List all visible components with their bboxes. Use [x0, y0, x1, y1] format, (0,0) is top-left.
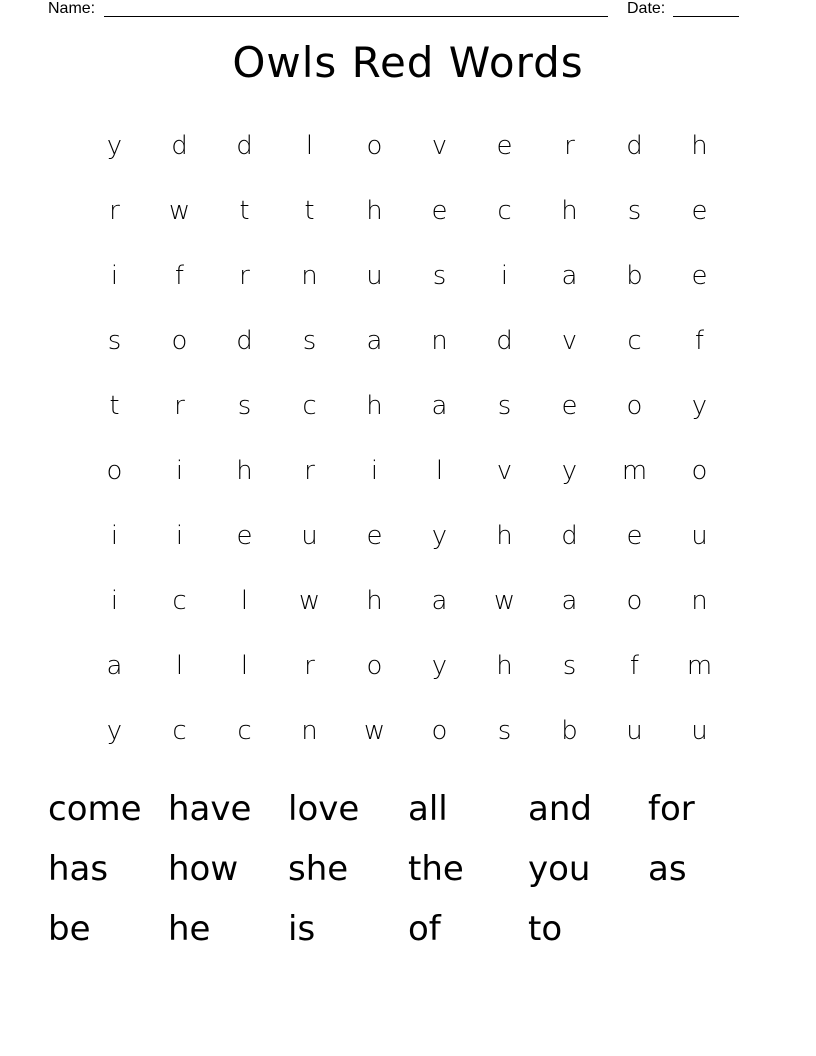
word-bank-item: of	[408, 909, 441, 949]
grid-letter-cell[interactable]: l	[175, 650, 184, 681]
grid-letter-cell[interactable]: a	[431, 390, 448, 421]
grid-letter-cell[interactable]: h	[366, 195, 383, 226]
grid-letter-cell[interactable]: d	[626, 130, 643, 161]
grid-letter-cell[interactable]: h	[496, 650, 513, 681]
grid-letter-cell[interactable]: d	[236, 325, 253, 356]
word-bank-item: all	[408, 789, 448, 829]
grid-letter-cell[interactable]: a	[561, 585, 578, 616]
grid-letter-cell[interactable]: f	[629, 650, 640, 681]
grid-letter-cell[interactable]: o	[626, 390, 643, 421]
grid-letter-cell[interactable]: c	[172, 585, 187, 616]
word-bank-item: you	[528, 849, 591, 889]
name-label: Name:	[48, 0, 96, 17]
grid-letter-cell[interactable]: l	[240, 650, 249, 681]
grid-letter-cell[interactable]: l	[435, 455, 444, 486]
grid-letter-cell[interactable]: i	[500, 260, 509, 291]
grid-letter-cell[interactable]: f	[694, 325, 705, 356]
grid-letter-cell[interactable]: o	[366, 130, 383, 161]
grid-letter-cell[interactable]: l	[305, 130, 314, 161]
grid-letter-cell[interactable]: d	[561, 520, 578, 551]
grid-letter-cell[interactable]: y	[561, 455, 578, 486]
grid-letter-cell[interactable]: u	[691, 520, 708, 551]
grid-letter-cell[interactable]: s	[302, 325, 317, 356]
grid-letter-cell[interactable]: d	[171, 130, 188, 161]
grid-letter-cell[interactable]: c	[627, 325, 642, 356]
grid-letter-cell[interactable]: l	[240, 585, 249, 616]
grid-letter-cell[interactable]: u	[301, 520, 318, 551]
grid-letter-cell[interactable]: i	[110, 260, 119, 291]
grid-letter-cell[interactable]: r	[564, 130, 575, 161]
grid-letter-cell[interactable]: e	[626, 520, 643, 551]
grid-letter-cell[interactable]: a	[106, 650, 123, 681]
grid-letter-cell[interactable]: f	[174, 260, 185, 291]
grid-letter-cell[interactable]: s	[432, 260, 447, 291]
grid-letter-cell[interactable]: d	[236, 130, 253, 161]
grid-letter-cell[interactable]: e	[691, 260, 708, 291]
grid-letter-cell[interactable]: y	[106, 130, 123, 161]
grid-letter-cell[interactable]: e	[236, 520, 253, 551]
word-bank-item: the	[408, 849, 464, 889]
grid-letter-cell[interactable]: c	[172, 715, 187, 746]
grid-letter-cell[interactable]: r	[174, 390, 185, 421]
grid-letter-cell[interactable]: d	[496, 325, 513, 356]
grid-letter-cell[interactable]: u	[626, 715, 643, 746]
grid-letter-cell[interactable]: t	[109, 390, 120, 421]
grid-letter-cell[interactable]: y	[106, 715, 123, 746]
grid-letter-cell[interactable]: i	[110, 520, 119, 551]
name-field-line[interactable]	[104, 16, 608, 17]
grid-letter-cell[interactable]: c	[302, 390, 317, 421]
grid-letter-cell[interactable]: h	[236, 455, 253, 486]
grid-letter-cell[interactable]: s	[107, 325, 122, 356]
grid-letter-cell[interactable]: i	[175, 455, 184, 486]
worksheet-header	[0, 0, 816, 20]
grid-letter-cell[interactable]: e	[496, 130, 513, 161]
grid-letter-cell[interactable]: n	[301, 260, 318, 291]
date-label: Date:	[627, 0, 666, 17]
grid-letter-cell[interactable]: y	[431, 650, 448, 681]
grid-letter-cell[interactable]: w	[168, 195, 191, 226]
grid-letter-cell[interactable]: u	[691, 715, 708, 746]
grid-letter-cell[interactable]: s	[562, 650, 577, 681]
word-bank-item: as	[648, 849, 687, 889]
grid-letter-cell[interactable]: a	[561, 260, 578, 291]
page-title: Owls Red Words	[232, 38, 584, 87]
grid-letter-cell[interactable]: b	[561, 715, 578, 746]
grid-letter-cell[interactable]: o	[106, 455, 123, 486]
word-bank-item: to	[528, 909, 563, 949]
grid-letter-cell[interactable]: o	[431, 715, 448, 746]
grid-letter-cell[interactable]: y	[431, 520, 448, 551]
grid-letter-cell[interactable]: e	[366, 520, 383, 551]
grid-letter-cell[interactable]: i	[370, 455, 379, 486]
grid-letter-cell[interactable]: n	[691, 585, 708, 616]
grid-letter-cell[interactable]: m	[686, 650, 713, 681]
grid-letter-cell[interactable]: r	[304, 455, 315, 486]
grid-letter-cell[interactable]: v	[561, 325, 578, 356]
word-bank-item: come	[48, 789, 142, 829]
grid-letter-cell[interactable]: h	[496, 520, 513, 551]
date-field-line[interactable]	[673, 16, 739, 17]
grid-letter-cell[interactable]: n	[301, 715, 318, 746]
word-bank-item: for	[648, 789, 695, 829]
grid-letter-cell[interactable]: e	[691, 195, 708, 226]
grid-letter-cell[interactable]: a	[431, 585, 448, 616]
word-search-grid	[82, 113, 732, 763]
grid-letter-cell[interactable]: s	[627, 195, 642, 226]
grid-letter-cell[interactable]: h	[366, 390, 383, 421]
grid-letter-cell[interactable]: r	[304, 650, 315, 681]
grid-letter-cell[interactable]: i	[175, 520, 184, 551]
word-bank-item: love	[288, 789, 360, 829]
grid-letter-cell[interactable]: o	[691, 455, 708, 486]
grid-letter-cell[interactable]: w	[493, 585, 516, 616]
word-bank-item: he	[168, 909, 211, 949]
grid-letter-cell[interactable]: r	[239, 260, 250, 291]
word-bank-item: is	[288, 909, 316, 949]
grid-letter-cell[interactable]: h	[366, 585, 383, 616]
word-bank-item: she	[288, 849, 349, 889]
grid-letter-cell[interactable]: s	[497, 715, 512, 746]
grid-letter-cell[interactable]: c	[237, 715, 252, 746]
grid-letter-cell[interactable]: u	[366, 260, 383, 291]
grid-letter-cell[interactable]: t	[304, 195, 315, 226]
grid-letter-cell[interactable]: b	[626, 260, 643, 291]
word-bank-item: and	[528, 789, 592, 829]
grid-letter-cell[interactable]: w	[298, 585, 321, 616]
grid-letter-cell[interactable]: i	[110, 585, 119, 616]
grid-letter-cell[interactable]: e	[561, 390, 578, 421]
grid-letter-cell[interactable]: v	[431, 130, 448, 161]
grid-letter-cell[interactable]: s	[237, 390, 252, 421]
grid-letter-cell[interactable]: s	[497, 390, 512, 421]
grid-letter-cell[interactable]: o	[171, 325, 188, 356]
word-bank-item: have	[168, 789, 252, 829]
grid-letter-cell[interactable]: m	[621, 455, 648, 486]
grid-letter-cell[interactable]: o	[626, 585, 643, 616]
grid-letter-cell[interactable]: v	[496, 455, 513, 486]
word-bank-item: how	[168, 849, 239, 889]
word-bank-item: has	[48, 849, 109, 889]
grid-letter-cell[interactable]: c	[497, 195, 512, 226]
grid-letter-cell[interactable]: h	[691, 130, 708, 161]
grid-letter-cell[interactable]: o	[366, 650, 383, 681]
grid-letter-cell[interactable]: t	[239, 195, 250, 226]
grid-letter-cell[interactable]: y	[691, 390, 708, 421]
grid-letter-cell[interactable]: a	[366, 325, 383, 356]
grid-letter-cell[interactable]: w	[363, 715, 386, 746]
grid-letter-cell[interactable]: r	[109, 195, 120, 226]
word-bank	[48, 783, 768, 963]
grid-letter-cell[interactable]: n	[431, 325, 448, 356]
word-bank-item: be	[48, 909, 91, 949]
grid-letter-cell[interactable]: e	[431, 195, 448, 226]
grid-letter-cell[interactable]: h	[561, 195, 578, 226]
